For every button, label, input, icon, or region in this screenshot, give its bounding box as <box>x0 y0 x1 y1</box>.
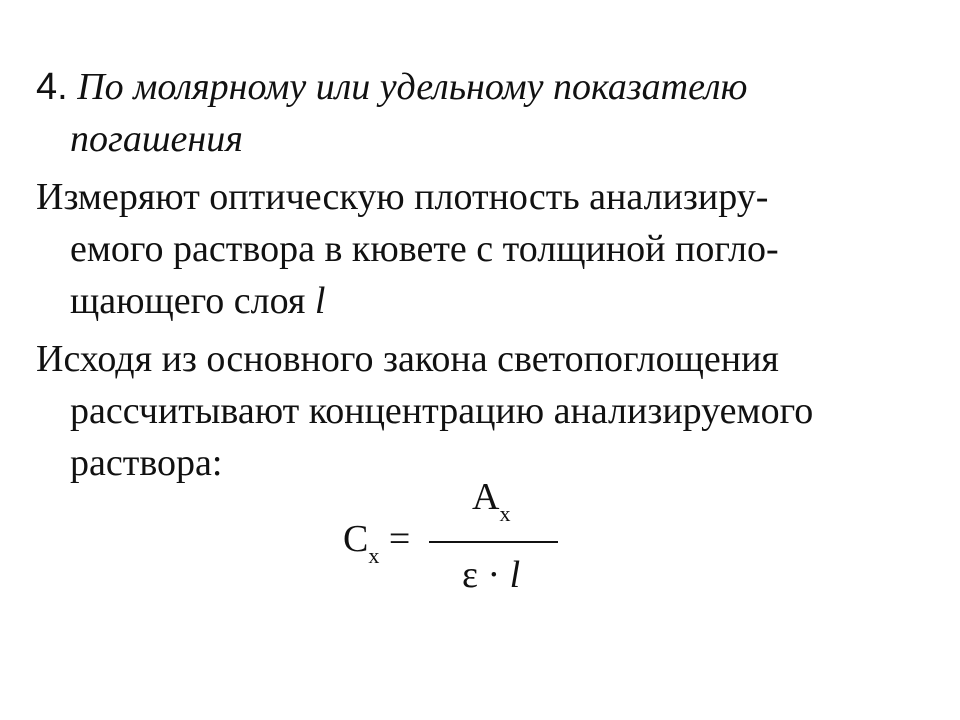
formula-numerator-subscript: x <box>499 501 511 526</box>
heading-line-1 <box>36 68 747 106</box>
formula-lhs-subscript: x <box>368 543 380 568</box>
thickness-variable: l <box>314 280 326 322</box>
formula-lhs-symbol: C <box>343 518 369 560</box>
formula-denominator-variable: l <box>509 554 521 596</box>
paragraph1-line-1: Измеряют оптическую плотность анализиру- <box>36 176 769 218</box>
paragraph2-line-2: рассчитывают концентрацию анализируемого <box>70 390 814 432</box>
formula-numerator <box>472 476 511 526</box>
paragraph1-line-3 <box>70 282 325 320</box>
paragraph2-line-3: раствора: <box>70 442 223 484</box>
heading-line-2: погашения <box>70 118 243 160</box>
paragraph1-line-3-text: щающего слоя <box>70 280 315 322</box>
formula-equals: = <box>379 518 411 560</box>
paragraph2-line-1: Исходя из основного закона светопоглощения <box>36 338 779 380</box>
formula-lhs <box>343 518 411 568</box>
fraction-bar <box>429 541 558 543</box>
paragraph1-line-2: емого раствора в кювете с толщиной погло- <box>70 228 779 270</box>
formula-denominator-text: ε · <box>462 554 510 596</box>
heading-number: 4. <box>36 66 68 108</box>
formula-numerator-symbol: A <box>472 476 500 518</box>
formula-denominator <box>462 556 520 594</box>
heading-text-1: По молярному или удельному показателю <box>77 66 748 108</box>
